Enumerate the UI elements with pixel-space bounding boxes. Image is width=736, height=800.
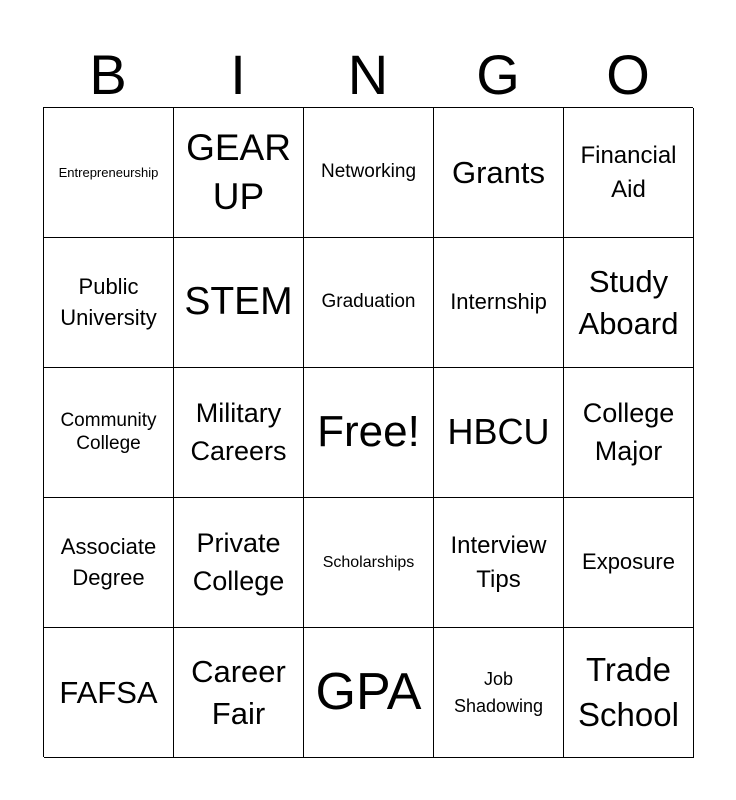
bingo-cell[interactable] (564, 498, 694, 628)
cell-label: Financial Aid (580, 141, 677, 203)
cell-label: Job Shadowing (453, 668, 544, 716)
bingo-cell[interactable] (304, 498, 434, 628)
header-letter-o: O (606, 43, 650, 106)
bingo-cell[interactable] (434, 238, 564, 368)
bingo-cell[interactable] (44, 238, 174, 368)
free-space-label: Free! (317, 407, 420, 457)
cell-label: Career Fair (191, 653, 286, 731)
cell-label: GPA (315, 662, 422, 721)
bingo-cell[interactable] (44, 368, 174, 498)
bingo-cell[interactable] (174, 108, 304, 238)
bingo-cell[interactable] (304, 108, 434, 238)
bingo-cell[interactable] (564, 108, 694, 238)
cell-label: Graduation (321, 291, 416, 313)
header-letter-i: I (230, 43, 246, 106)
cell-label: STEM (184, 280, 293, 324)
bingo-cell[interactable] (44, 628, 174, 758)
cell-label: Grants (451, 154, 546, 190)
bingo-cell[interactable] (434, 628, 564, 758)
bingo-cell[interactable] (304, 238, 434, 368)
cell-label: Study Aboard (578, 263, 679, 341)
cell-label: Community College (60, 409, 157, 454)
bingo-cell[interactable] (434, 108, 564, 238)
bingo-cell[interactable] (174, 368, 304, 498)
bingo-cell[interactable] (564, 368, 694, 498)
cell-label: Networking (320, 161, 417, 183)
cell-label: Exposure (582, 549, 675, 575)
cell-label: Private College (192, 527, 285, 596)
header-letter-n: N (347, 43, 389, 106)
bingo-cell[interactable] (434, 368, 564, 498)
cell-label: Scholarships (322, 553, 415, 571)
cell-label: Entrepreneurship (58, 164, 159, 180)
cell-label: HBCU (447, 411, 550, 453)
cell-label: Internship (450, 289, 547, 315)
bingo-cell[interactable] (44, 108, 174, 238)
bingo-cell[interactable] (174, 238, 304, 368)
header-letter-b: B (89, 43, 127, 106)
cell-label: Associate Degree (60, 533, 157, 590)
bingo-board (43, 107, 693, 757)
cell-label: GEAR UP (186, 127, 291, 217)
bingo-cell[interactable] (304, 628, 434, 758)
cell-label: FAFSA (59, 674, 158, 710)
cell-label: Public University (60, 273, 157, 330)
bingo-cell[interactable] (174, 628, 304, 758)
bingo-header (43, 44, 693, 106)
header-letter-g: G (476, 43, 520, 106)
bingo-cell[interactable] (564, 628, 694, 758)
bingo-cell[interactable] (174, 498, 304, 628)
cell-label: Interview Tips (450, 531, 547, 593)
free-space[interactable] (304, 368, 434, 498)
bingo-cell[interactable] (434, 498, 564, 628)
cell-label: Military Careers (190, 397, 287, 466)
cell-label: Trade School (578, 650, 679, 733)
bingo-cell[interactable] (44, 498, 174, 628)
cell-label: College Major (582, 397, 675, 466)
bingo-cell[interactable] (564, 238, 694, 368)
